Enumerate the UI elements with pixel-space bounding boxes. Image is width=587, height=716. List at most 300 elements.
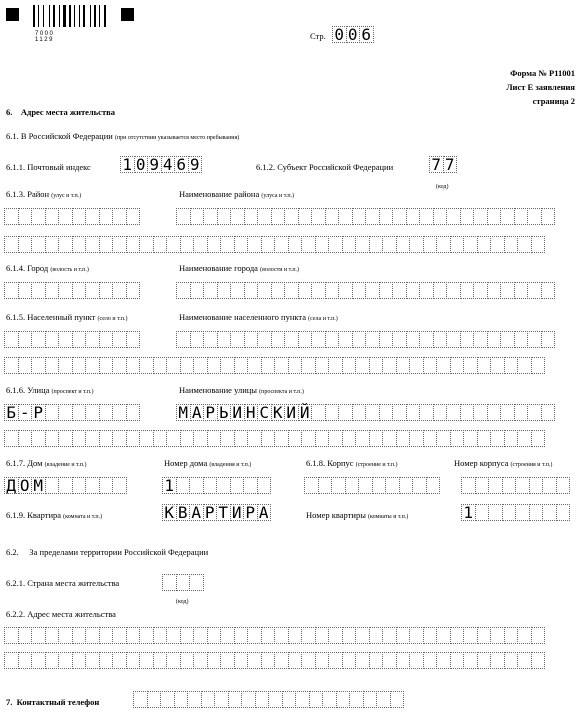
- street-type-field[interactable]: [4, 404, 139, 421]
- char-cell[interactable]: [369, 627, 384, 644]
- char-cell[interactable]: [271, 331, 286, 348]
- char-cell[interactable]: [45, 430, 60, 447]
- char-cell[interactable]: [500, 331, 515, 348]
- char-cell[interactable]: [18, 236, 33, 253]
- char-cell[interactable]: [139, 236, 154, 253]
- char-cell[interactable]: [112, 236, 127, 253]
- char-cell[interactable]: [261, 430, 276, 447]
- char-cell[interactable]: [176, 282, 191, 299]
- char-cell[interactable]: [58, 331, 73, 348]
- char-cell[interactable]: [514, 208, 529, 225]
- char-cell[interactable]: [255, 691, 270, 708]
- char-cell[interactable]: [372, 477, 387, 494]
- char-cell[interactable]: [517, 430, 532, 447]
- char-cell[interactable]: [176, 574, 191, 591]
- char-cell[interactable]: [477, 652, 492, 669]
- settlement-name-field[interactable]: [176, 331, 554, 348]
- char-cell[interactable]: [85, 627, 100, 644]
- char-cell[interactable]: [166, 357, 181, 374]
- char-cell[interactable]: [126, 357, 141, 374]
- char-cell[interactable]: [342, 430, 357, 447]
- char-cell[interactable]: [396, 652, 411, 669]
- char-cell[interactable]: [274, 236, 289, 253]
- char-cell[interactable]: [160, 691, 175, 708]
- char-cell[interactable]: [477, 430, 492, 447]
- char-cell[interactable]: [180, 236, 195, 253]
- char-cell[interactable]: [338, 331, 353, 348]
- char-cell[interactable]: [477, 357, 492, 374]
- char-cell[interactable]: [355, 357, 370, 374]
- char-cell[interactable]: [72, 627, 87, 644]
- char-cell[interactable]: [268, 691, 283, 708]
- char-cell[interactable]: [72, 282, 87, 299]
- char-cell[interactable]: [85, 652, 100, 669]
- char-cell[interactable]: [257, 282, 272, 299]
- char-cell[interactable]: [338, 208, 353, 225]
- char-cell[interactable]: [504, 652, 519, 669]
- char-cell[interactable]: [352, 331, 367, 348]
- char-cell[interactable]: [190, 282, 205, 299]
- char-cell[interactable]: [433, 282, 448, 299]
- char-cell[interactable]: [463, 236, 478, 253]
- char-cell[interactable]: [217, 331, 232, 348]
- char-cell[interactable]: [133, 691, 148, 708]
- char-cell[interactable]: [18, 357, 33, 374]
- char-cell[interactable]: [4, 357, 19, 374]
- char-cell[interactable]: [409, 430, 424, 447]
- char-cell[interactable]: [473, 282, 488, 299]
- char-cell[interactable]: [500, 208, 515, 225]
- char-cell[interactable]: [31, 430, 46, 447]
- char-cell[interactable]: [365, 404, 380, 421]
- char-cell[interactable]: [409, 627, 424, 644]
- char-cell[interactable]: 1: [461, 504, 476, 521]
- char-cell[interactable]: [315, 357, 330, 374]
- char-cell[interactable]: [527, 404, 542, 421]
- char-cell[interactable]: Н: [244, 404, 259, 421]
- char-cell[interactable]: О: [18, 477, 33, 494]
- char-cell[interactable]: [556, 477, 571, 494]
- char-cell[interactable]: [392, 331, 407, 348]
- char-cell[interactable]: [406, 208, 421, 225]
- char-cell[interactable]: [531, 627, 546, 644]
- char-cell[interactable]: [193, 357, 208, 374]
- char-cell[interactable]: [473, 208, 488, 225]
- char-cell[interactable]: [419, 282, 434, 299]
- char-cell[interactable]: [99, 477, 114, 494]
- char-cell[interactable]: С: [257, 404, 272, 421]
- char-cell[interactable]: [446, 331, 461, 348]
- char-cell[interactable]: [379, 404, 394, 421]
- char-cell[interactable]: [147, 691, 162, 708]
- char-cell[interactable]: [504, 430, 519, 447]
- char-cell[interactable]: -: [18, 404, 33, 421]
- char-cell[interactable]: [176, 208, 191, 225]
- char-cell[interactable]: [234, 236, 249, 253]
- char-cell[interactable]: [500, 282, 515, 299]
- char-cell[interactable]: [433, 404, 448, 421]
- char-cell[interactable]: [342, 357, 357, 374]
- char-cell[interactable]: [284, 208, 299, 225]
- char-cell[interactable]: [85, 282, 100, 299]
- char-cell[interactable]: К: [271, 404, 286, 421]
- char-cell[interactable]: 7: [443, 156, 458, 173]
- char-cell[interactable]: Р: [203, 504, 218, 521]
- char-cell[interactable]: [311, 208, 326, 225]
- char-cell[interactable]: [139, 627, 154, 644]
- char-cell[interactable]: [58, 652, 73, 669]
- char-cell[interactable]: [126, 404, 141, 421]
- char-cell[interactable]: [18, 430, 33, 447]
- char-cell[interactable]: Р: [203, 404, 218, 421]
- char-cell[interactable]: [166, 652, 181, 669]
- char-cell[interactable]: [419, 404, 434, 421]
- char-cell[interactable]: [288, 236, 303, 253]
- char-cell[interactable]: [274, 357, 289, 374]
- building-number-field[interactable]: [461, 477, 569, 494]
- char-cell[interactable]: [419, 208, 434, 225]
- char-cell[interactable]: [517, 627, 532, 644]
- char-cell[interactable]: [271, 282, 286, 299]
- char-cell[interactable]: 1: [162, 477, 177, 494]
- char-cell[interactable]: [463, 627, 478, 644]
- char-cell[interactable]: [201, 691, 216, 708]
- char-cell[interactable]: [18, 282, 33, 299]
- foreign-address-field-row1[interactable]: [4, 627, 544, 644]
- char-cell[interactable]: [382, 430, 397, 447]
- char-cell[interactable]: [517, 236, 532, 253]
- char-cell[interactable]: [72, 208, 87, 225]
- char-cell[interactable]: [99, 331, 114, 348]
- char-cell[interactable]: [18, 627, 33, 644]
- char-cell[interactable]: [85, 430, 100, 447]
- char-cell[interactable]: [85, 208, 100, 225]
- char-cell[interactable]: [261, 236, 276, 253]
- char-cell[interactable]: [284, 331, 299, 348]
- char-cell[interactable]: [502, 504, 517, 521]
- char-cell[interactable]: [4, 652, 19, 669]
- char-cell[interactable]: [288, 627, 303, 644]
- char-cell[interactable]: [490, 236, 505, 253]
- char-cell[interactable]: [230, 331, 245, 348]
- char-cell[interactable]: [426, 477, 441, 494]
- char-cell[interactable]: [247, 627, 262, 644]
- char-cell[interactable]: [369, 652, 384, 669]
- char-cell[interactable]: [301, 652, 316, 669]
- char-cell[interactable]: [500, 404, 515, 421]
- char-cell[interactable]: [352, 208, 367, 225]
- char-cell[interactable]: [153, 652, 168, 669]
- char-cell[interactable]: [4, 236, 19, 253]
- char-cell[interactable]: [460, 282, 475, 299]
- char-cell[interactable]: [396, 627, 411, 644]
- char-cell[interactable]: [85, 357, 100, 374]
- char-cell[interactable]: [409, 652, 424, 669]
- char-cell[interactable]: [153, 430, 168, 447]
- char-cell[interactable]: [72, 331, 87, 348]
- char-cell[interactable]: [216, 477, 231, 494]
- char-cell[interactable]: [382, 357, 397, 374]
- char-cell[interactable]: [514, 331, 529, 348]
- char-cell[interactable]: [85, 477, 100, 494]
- char-cell[interactable]: [450, 652, 465, 669]
- char-cell[interactable]: [234, 652, 249, 669]
- char-cell[interactable]: [274, 627, 289, 644]
- char-cell[interactable]: 1: [120, 156, 135, 173]
- char-cell[interactable]: [58, 357, 73, 374]
- char-cell[interactable]: [475, 477, 490, 494]
- char-cell[interactable]: [342, 652, 357, 669]
- char-cell[interactable]: [126, 282, 141, 299]
- char-cell[interactable]: [463, 430, 478, 447]
- settlement-name-field-row2[interactable]: [4, 357, 544, 374]
- char-cell[interactable]: [45, 477, 60, 494]
- char-cell[interactable]: [45, 208, 60, 225]
- char-cell[interactable]: [203, 208, 218, 225]
- char-cell[interactable]: [315, 652, 330, 669]
- char-cell[interactable]: [217, 282, 232, 299]
- country-code-field[interactable]: [162, 574, 203, 591]
- char-cell[interactable]: [45, 627, 60, 644]
- char-cell[interactable]: [112, 627, 127, 644]
- char-cell[interactable]: [433, 331, 448, 348]
- char-cell[interactable]: [446, 208, 461, 225]
- char-cell[interactable]: М: [31, 477, 46, 494]
- char-cell[interactable]: [4, 627, 19, 644]
- char-cell[interactable]: [58, 282, 73, 299]
- char-cell[interactable]: Б: [4, 404, 19, 421]
- char-cell[interactable]: [85, 404, 100, 421]
- char-cell[interactable]: Ь: [217, 404, 232, 421]
- char-cell[interactable]: [189, 574, 204, 591]
- char-cell[interactable]: [257, 331, 272, 348]
- char-cell[interactable]: [409, 357, 424, 374]
- foreign-address-field-row2[interactable]: [4, 652, 544, 669]
- char-cell[interactable]: [58, 430, 73, 447]
- char-cell[interactable]: [45, 404, 60, 421]
- char-cell[interactable]: [176, 477, 191, 494]
- char-cell[interactable]: [423, 430, 438, 447]
- char-cell[interactable]: [311, 331, 326, 348]
- char-cell[interactable]: [531, 236, 546, 253]
- char-cell[interactable]: [318, 477, 333, 494]
- char-cell[interactable]: [72, 236, 87, 253]
- char-cell[interactable]: [261, 357, 276, 374]
- apartment-number-field[interactable]: [461, 504, 569, 521]
- char-cell[interactable]: 0: [134, 156, 149, 173]
- char-cell[interactable]: [99, 652, 114, 669]
- char-cell[interactable]: [541, 208, 556, 225]
- char-cell[interactable]: [193, 627, 208, 644]
- char-cell[interactable]: [72, 652, 87, 669]
- char-cell[interactable]: [490, 627, 505, 644]
- char-cell[interactable]: [126, 331, 141, 348]
- char-cell[interactable]: [542, 477, 557, 494]
- char-cell[interactable]: К: [162, 504, 177, 521]
- char-cell[interactable]: И: [284, 404, 299, 421]
- city-type-field[interactable]: [4, 282, 139, 299]
- char-cell[interactable]: [460, 331, 475, 348]
- char-cell[interactable]: [99, 208, 114, 225]
- char-cell[interactable]: [288, 430, 303, 447]
- char-cell[interactable]: [369, 430, 384, 447]
- district-name-field[interactable]: [176, 208, 554, 225]
- char-cell[interactable]: [490, 652, 505, 669]
- char-cell[interactable]: [45, 331, 60, 348]
- building-type-field[interactable]: [304, 477, 439, 494]
- char-cell[interactable]: [58, 404, 73, 421]
- char-cell[interactable]: [126, 208, 141, 225]
- char-cell[interactable]: [193, 430, 208, 447]
- char-cell[interactable]: [315, 430, 330, 447]
- char-cell[interactable]: [541, 404, 556, 421]
- char-cell[interactable]: А: [189, 504, 204, 521]
- char-cell[interactable]: [31, 282, 46, 299]
- char-cell[interactable]: [487, 282, 502, 299]
- char-cell[interactable]: [527, 208, 542, 225]
- postal-index-field[interactable]: [120, 156, 201, 173]
- char-cell[interactable]: [556, 504, 571, 521]
- char-cell[interactable]: [220, 652, 235, 669]
- char-cell[interactable]: [45, 282, 60, 299]
- char-cell[interactable]: М: [176, 404, 191, 421]
- char-cell[interactable]: [369, 357, 384, 374]
- char-cell[interactable]: [31, 652, 46, 669]
- char-cell[interactable]: [423, 627, 438, 644]
- char-cell[interactable]: [99, 357, 114, 374]
- char-cell[interactable]: [385, 477, 400, 494]
- char-cell[interactable]: [379, 331, 394, 348]
- char-cell[interactable]: [72, 477, 87, 494]
- char-cell[interactable]: [190, 331, 205, 348]
- house-number-field[interactable]: [162, 477, 270, 494]
- char-cell[interactable]: [355, 652, 370, 669]
- char-cell[interactable]: [274, 430, 289, 447]
- char-cell[interactable]: [298, 282, 313, 299]
- char-cell[interactable]: [301, 430, 316, 447]
- char-cell[interactable]: [228, 691, 243, 708]
- char-cell[interactable]: [463, 357, 478, 374]
- char-cell[interactable]: [436, 357, 451, 374]
- char-cell[interactable]: [162, 574, 177, 591]
- char-cell[interactable]: [475, 504, 490, 521]
- char-cell[interactable]: [166, 627, 181, 644]
- char-cell[interactable]: [477, 236, 492, 253]
- char-cell[interactable]: [298, 208, 313, 225]
- char-cell[interactable]: [180, 430, 195, 447]
- street-name-field-row2[interactable]: [4, 430, 544, 447]
- char-cell[interactable]: [531, 652, 546, 669]
- char-cell[interactable]: [331, 477, 346, 494]
- char-cell[interactable]: [45, 236, 60, 253]
- char-cell[interactable]: [328, 430, 343, 447]
- char-cell[interactable]: [4, 208, 19, 225]
- char-cell[interactable]: [529, 504, 544, 521]
- char-cell[interactable]: [376, 691, 391, 708]
- char-cell[interactable]: [352, 404, 367, 421]
- char-cell[interactable]: [45, 652, 60, 669]
- char-cell[interactable]: [234, 627, 249, 644]
- char-cell[interactable]: [396, 357, 411, 374]
- char-cell[interactable]: [406, 404, 421, 421]
- char-cell[interactable]: [396, 236, 411, 253]
- char-cell[interactable]: [369, 236, 384, 253]
- char-cell[interactable]: [126, 627, 141, 644]
- char-cell[interactable]: [392, 208, 407, 225]
- char-cell[interactable]: [542, 504, 557, 521]
- char-cell[interactable]: [345, 477, 360, 494]
- char-cell[interactable]: [406, 282, 421, 299]
- char-cell[interactable]: [139, 430, 154, 447]
- char-cell[interactable]: [18, 331, 33, 348]
- char-cell[interactable]: И: [230, 504, 245, 521]
- char-cell[interactable]: [139, 652, 154, 669]
- char-cell[interactable]: [436, 652, 451, 669]
- char-cell[interactable]: [473, 331, 488, 348]
- street-name-field[interactable]: [176, 404, 554, 421]
- char-cell[interactable]: [436, 236, 451, 253]
- char-cell[interactable]: [112, 652, 127, 669]
- char-cell[interactable]: [352, 282, 367, 299]
- char-cell[interactable]: [382, 627, 397, 644]
- char-cell[interactable]: [515, 504, 530, 521]
- char-cell[interactable]: 9: [188, 156, 203, 173]
- char-cell[interactable]: [257, 477, 272, 494]
- char-cell[interactable]: [180, 357, 195, 374]
- char-cell[interactable]: [112, 208, 127, 225]
- char-cell[interactable]: [295, 691, 310, 708]
- char-cell[interactable]: [311, 282, 326, 299]
- char-cell[interactable]: [288, 357, 303, 374]
- char-cell[interactable]: [247, 430, 262, 447]
- char-cell[interactable]: [261, 627, 276, 644]
- char-cell[interactable]: [423, 357, 438, 374]
- char-cell[interactable]: [365, 282, 380, 299]
- char-cell[interactable]: [382, 652, 397, 669]
- char-cell[interactable]: [189, 477, 204, 494]
- char-cell[interactable]: [490, 357, 505, 374]
- char-cell[interactable]: [358, 477, 373, 494]
- char-cell[interactable]: [517, 357, 532, 374]
- char-cell[interactable]: [274, 652, 289, 669]
- char-cell[interactable]: [244, 208, 259, 225]
- char-cell[interactable]: [412, 477, 427, 494]
- char-cell[interactable]: [85, 331, 100, 348]
- char-cell[interactable]: [504, 236, 519, 253]
- char-cell[interactable]: [58, 208, 73, 225]
- char-cell[interactable]: [230, 477, 245, 494]
- char-cell[interactable]: [460, 208, 475, 225]
- char-cell[interactable]: [433, 208, 448, 225]
- char-cell[interactable]: [527, 331, 542, 348]
- char-cell[interactable]: [207, 627, 222, 644]
- char-cell[interactable]: [4, 282, 19, 299]
- char-cell[interactable]: [99, 236, 114, 253]
- char-cell[interactable]: [301, 627, 316, 644]
- char-cell[interactable]: [203, 477, 218, 494]
- char-cell[interactable]: [220, 430, 235, 447]
- district-name-field-row2[interactable]: [4, 236, 544, 253]
- char-cell[interactable]: [99, 627, 114, 644]
- char-cell[interactable]: [328, 652, 343, 669]
- char-cell[interactable]: [355, 430, 370, 447]
- char-cell[interactable]: [531, 357, 546, 374]
- char-cell[interactable]: [99, 404, 114, 421]
- char-cell[interactable]: [166, 236, 181, 253]
- char-cell[interactable]: [517, 652, 532, 669]
- char-cell[interactable]: [112, 430, 127, 447]
- char-cell[interactable]: [214, 691, 229, 708]
